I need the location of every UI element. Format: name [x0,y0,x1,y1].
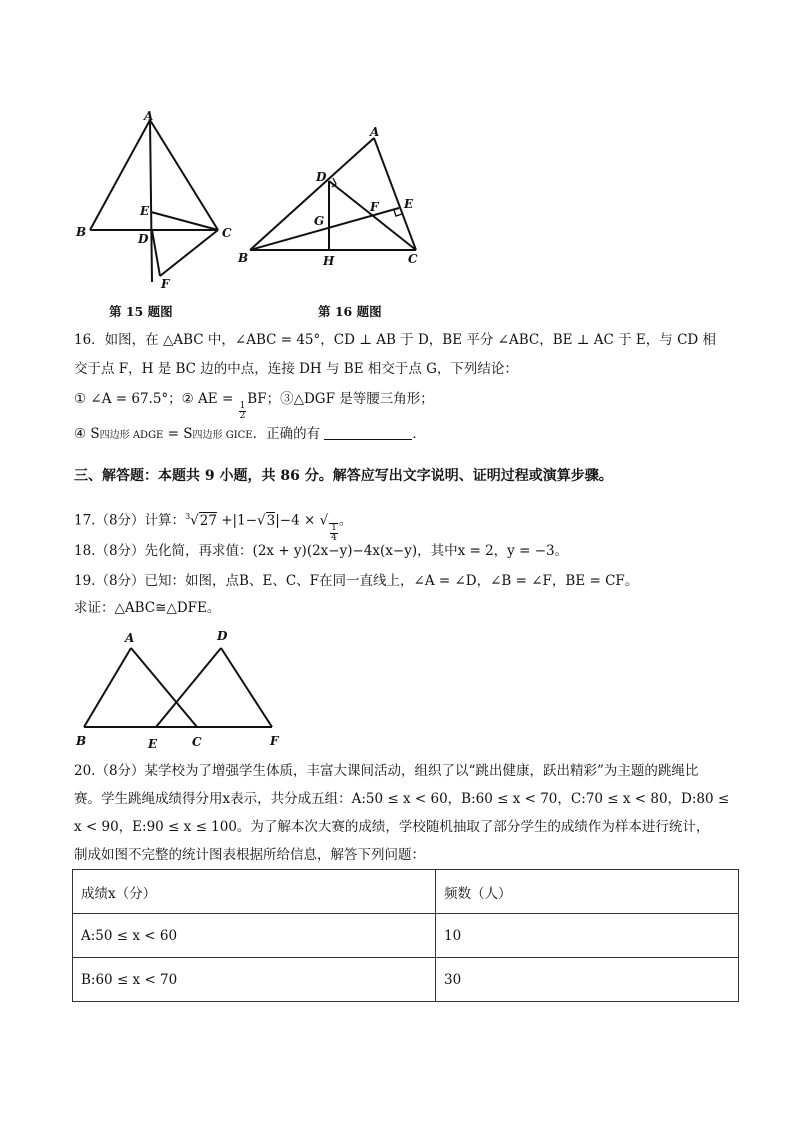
section-3-heading: 三、解答题：本题共 9 小题，共 86 分。解答应写出文字说明、证明过程或演算步骤。 [74,468,613,484]
seg-DF [221,648,272,727]
label-D: D [217,629,228,643]
seg-AC [131,648,197,727]
q17: 17.（8分）计算：$^3$√27 +|1−√3|−4 × √ $\frac{1}{4}$ 。 [74,512,353,543]
q18: 18.（8分）先化简，再求值：(2x + y)(2x−y)−4x(x−y)，其中x = 2，y = −3。 [74,543,569,559]
label-E: E [148,737,158,751]
label-B: B [238,251,249,265]
q20-line-1: 20.（8分）某学校为了增强学生体质，丰富大课间活动，组织了以“跳出健康，跃出精彩”为主题的跳绳比 [74,763,699,779]
q16-c1: ① ∠A = 67.5°；② AE = [74,391,238,407]
label-F: F [270,734,279,748]
figure-15 [70,104,250,294]
q16-conclusion-4: ④ S四边形 ADGE = S四边形 GICE．正确的有 ． [74,426,426,442]
label-B: B [76,734,87,748]
label-A: A [370,125,380,139]
q16-line-1: 16．如图，在 △ABC 中，∠ABC = 45°，CD ⊥ AB 于 D，BE 平分 ∠ABC，BE ⊥ AC 于 E，与 CD 相 [74,332,717,348]
label-C: C [192,735,202,749]
radicand-27: 27 [199,512,217,529]
figure-19 [70,624,300,754]
label-C: C [408,252,418,266]
label-A: A [125,631,135,645]
table-row [73,914,739,958]
q20-line-2: 赛。学生跳绳成绩得分用x表示，共分成五组：A:50 ≤ x < 60，B:60 ≤ x < 70，C:70 ≤ x < 80，D:80 ≤ [74,791,730,807]
label-E: E [140,204,150,218]
seg-DF [152,230,160,276]
q19-line-2: 求证：△ABC≅△DFE。 [74,600,221,616]
label-D: D [316,170,327,184]
table-cell: B:60 ≤ x < 70 [73,958,436,1002]
label-A: A [144,109,154,123]
answer-blank [324,427,412,440]
label-G: G [314,214,325,228]
figure-16 [232,124,432,274]
table-cell: 10 [436,914,739,958]
table-cell: 30 [436,958,739,1002]
table-header-cell: 频数（人） [436,870,739,914]
fraction-quarter: $\frac{1}{4}$ [331,522,337,543]
q19-line-1: 19.（8分）已知：如图，点B、E、C、F在同一直线上，∠A = ∠D，∠B = ∠F，BE = CF。 [74,573,639,589]
table-cell: A:50 ≤ x < 60 [73,914,436,958]
q20-line-4: 制成如图不完整的统计图表根据所给信息，解答下列问题： [74,847,425,863]
fraction-half: $\frac{1}{2}$ [239,401,246,421]
seg-DE [156,648,221,727]
label-F: F [370,200,379,214]
q16-c1-tail: BF；③△DGF 是等腰三角形； [247,391,434,407]
label-B: B [76,225,87,239]
q16-line-2: 交于点 F，H 是 BC 边的中点，连接 DH 与 BE 相交于点 G，下列结论： [74,361,518,377]
subscript-adge: 四边形 ADGE [99,430,164,441]
q20-line-3: x < 90，E:90 ≤ x ≤ 100。为了解本次大赛的成绩，学校随机抽取了部分学生的成绩作为样本进行统计， [74,819,710,835]
frequency-table [72,869,739,1002]
seg-CF [160,230,218,276]
label-D: D [138,232,149,246]
table-row [73,958,739,1002]
label-H: H [323,254,335,268]
table-header-row [73,870,739,914]
figure-16-caption: 第 16 题图 [318,304,382,319]
table-header-cell: 成绩x（分） [73,870,436,914]
seg-AD-extended [150,120,152,282]
subscript-gice: 四边形 GICE [192,430,253,441]
label-C: C [222,226,232,240]
seg-AB [84,648,131,727]
radicand-3: 3 [266,512,276,529]
label-F: F [161,277,170,291]
label-E: E [404,197,414,211]
q16-conclusions-1-3 [74,389,434,421]
figure-15-caption: 第 15 题图 [109,304,173,319]
